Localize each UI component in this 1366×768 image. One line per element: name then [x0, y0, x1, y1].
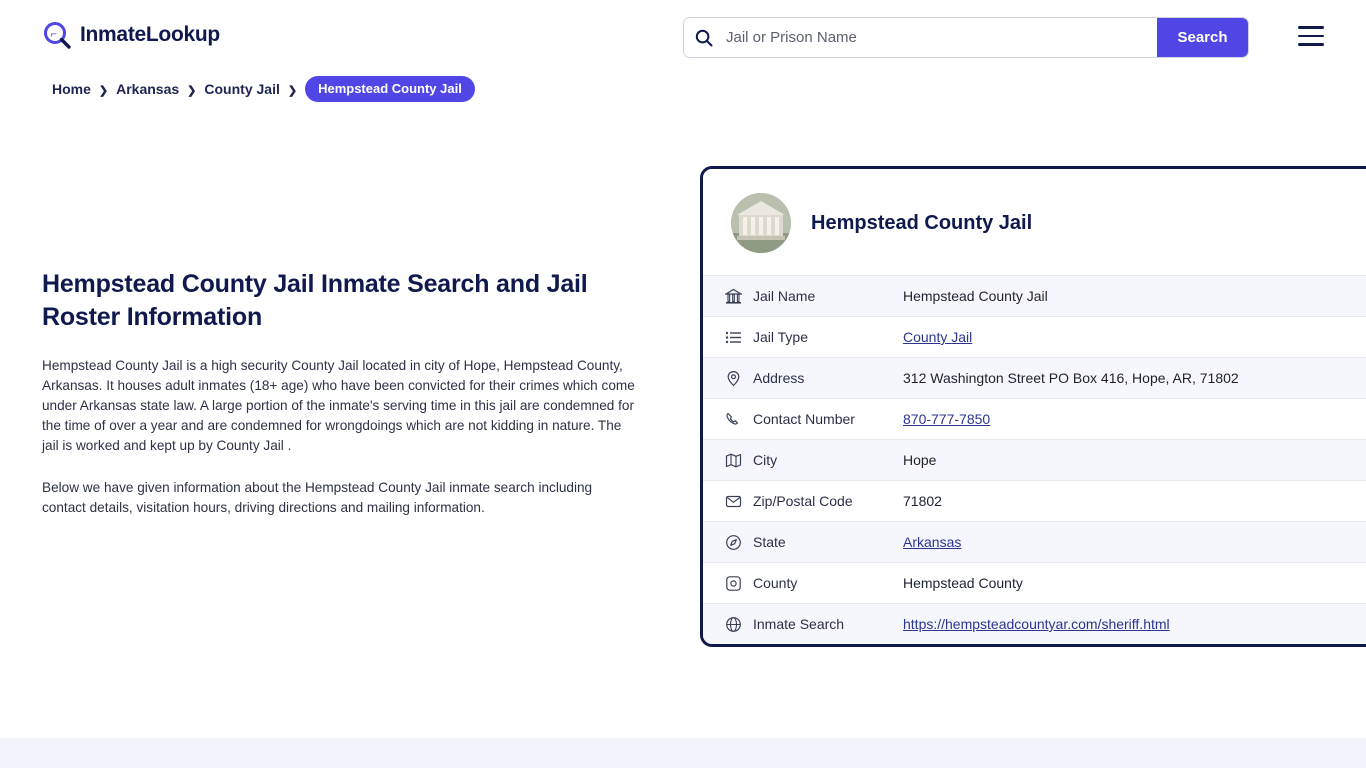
globe-icon [725, 616, 753, 633]
search-button[interactable]: Search [1157, 18, 1248, 57]
row-value-link[interactable]: 870-777-7850 [903, 411, 991, 427]
page-title: Hempstead County Jail Inmate Search and Jail Roster Information [42, 270, 588, 331]
table-row [703, 398, 1366, 439]
row-label: Contact Number [753, 411, 855, 427]
breadcrumb-item-county-jail[interactable]: County Jail [204, 81, 280, 97]
row-label: Zip/Postal Code [753, 493, 853, 509]
description-paragraph-2: Below we have given information about the Hempstead County Jail inmate search including contact details, visitation hours, driving directions and mailing information. [42, 480, 593, 515]
pin-icon [725, 370, 753, 387]
svg-text:⌐: ⌐ [50, 28, 57, 41]
breadcrumb-current: Hempstead County Jail [305, 76, 475, 102]
brand-name: InmateLookup [80, 23, 220, 46]
row-value-link[interactable]: https://hempsteadcountyar.com/sheriff.html [903, 616, 1170, 632]
magnifier-logo-icon [42, 20, 72, 50]
table-row [703, 275, 1366, 316]
row-label: State [753, 534, 786, 550]
table-row [703, 521, 1366, 562]
row-value: 71802 [903, 493, 942, 509]
row-label: City [753, 452, 778, 468]
breadcrumb [52, 76, 475, 102]
row-label: Inmate Search [753, 616, 845, 632]
phone-icon [725, 411, 753, 428]
row-label: Jail Type [753, 329, 808, 345]
row-value: Hempstead County Jail [903, 288, 1048, 304]
row-value-link[interactable]: County Jail [903, 329, 973, 345]
target-icon [725, 575, 753, 592]
row-value: 312 Washington Street PO Box 416, Hope, AR, 71802 [903, 370, 1239, 386]
main-content [42, 268, 642, 540]
breadcrumb-item-arkansas[interactable]: Arkansas [116, 81, 180, 97]
row-label: County [753, 575, 798, 591]
card-header [703, 169, 1366, 275]
hamburger-menu-icon[interactable] [1298, 26, 1324, 46]
bank-icon [725, 288, 753, 305]
row-value: Hope [903, 452, 937, 468]
table-row [703, 603, 1366, 644]
search-input[interactable] [724, 18, 1157, 57]
description-paragraph-1: Hempstead County Jail is a high security County Jail located in city of Hope, Hempstead County, Arkansas. It houses adult inmates (18+ age) who have been convicted for their crimes which come under Arkansas state law. A large portion of the inmate's serving time in this jail are condemned for the time of over a year and are condemned for wrongdoings which are not kidding in nature. The jail is worked and kept up by County Jail . [42, 358, 635, 453]
row-value: Hempstead County [903, 575, 1023, 591]
search-icon [684, 18, 724, 57]
table-row [703, 439, 1366, 480]
brand-logo[interactable] [42, 20, 220, 50]
list-icon [725, 329, 753, 346]
footer-strip [0, 738, 1366, 768]
breadcrumb-item-home[interactable]: Home [52, 81, 91, 97]
breadcrumb-separator: ❯ [187, 84, 197, 97]
compass-icon [725, 534, 753, 551]
card-title: Hempstead County Jail [811, 211, 1033, 234]
row-label: Jail Name [753, 288, 816, 304]
search-bar[interactable] [683, 17, 1249, 58]
table-row [703, 480, 1366, 521]
breadcrumb-separator: ❯ [287, 84, 298, 97]
table-row [703, 357, 1366, 398]
row-value-link[interactable]: Arkansas [903, 534, 962, 550]
courthouse-photo [731, 193, 791, 253]
row-label: Address [753, 370, 805, 386]
site-header [0, 0, 1366, 74]
table-row [703, 562, 1366, 603]
jail-details-table [703, 275, 1366, 644]
map-icon [725, 452, 753, 469]
breadcrumb-separator: ❯ [98, 84, 109, 97]
table-row [703, 316, 1366, 357]
envelope-icon [725, 493, 753, 510]
jail-info-card [700, 166, 1366, 647]
